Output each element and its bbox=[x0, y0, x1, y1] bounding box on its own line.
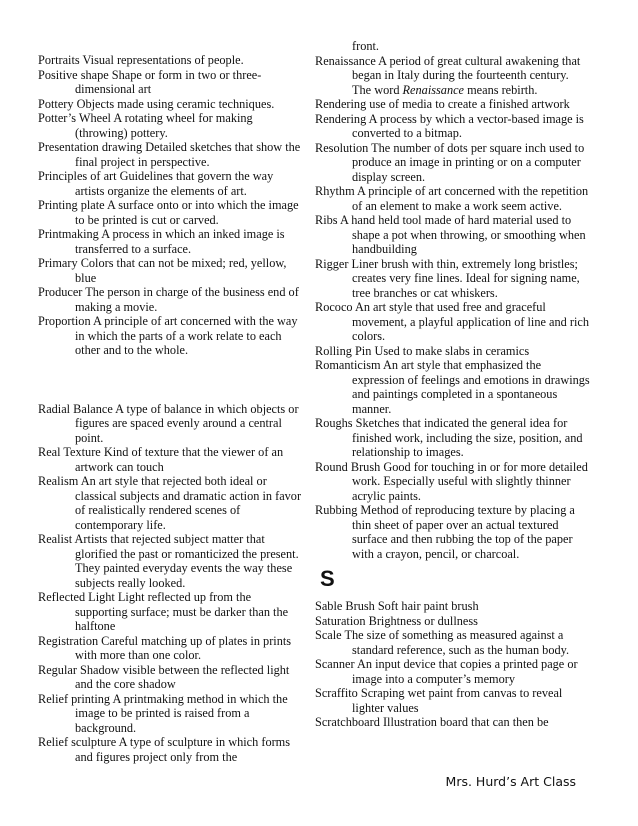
glossary-entry: Scratchboard Illustration board that can then be bbox=[315, 715, 549, 729]
glossary-entry: Reflected Light Light reflected up from the supporting surface; must be darker than the halftone bbox=[38, 590, 289, 633]
glossary-entry: Positive shape Shape or form in two or three-dimensional art bbox=[38, 67, 262, 96]
renaissance-text: Renaissance A period of great cultural awakening that began in Italy during the fourteenth century. The word bbox=[315, 53, 581, 97]
left-column bbox=[38, 53, 303, 764]
glossary-entry: Rococo An art style that used free and graceful movement, a playful application of line and rich colors. bbox=[315, 300, 589, 343]
glossary-entry: Relief printing A printmaking method in which the image to be printed is raised from a background. bbox=[38, 691, 288, 735]
glossary-entry: Proportion A principle of art concerned with the way in which the parts of a work relate to each other and to the whole. bbox=[38, 314, 298, 357]
glossary-entry: Rolling Pin Used to make slabs in ceramics bbox=[315, 343, 530, 358]
glossary-entry: Presentation drawing Detailed sketches that show the final project in perspective. bbox=[38, 140, 301, 169]
glossary-entry: Relief sculpture A type of sculpture in which forms and figures project only from the bbox=[38, 735, 291, 764]
glossary-entry: Romanticism An art style that emphasized the expression of feelings and emotions in drawings and paintings completed in a spontaneous manner. bbox=[315, 358, 590, 416]
glossary-entry: Producer The person in charge of the business end of making a movie. bbox=[38, 285, 299, 314]
footer-class-name: Mrs. Hurd’s Art Class bbox=[445, 773, 576, 789]
glossary-entry: Rendering use of media to create a finished artwork bbox=[315, 97, 570, 111]
glossary-entry: Primary Colors that can not be mixed; red, yellow, blue bbox=[38, 256, 287, 285]
glossary-entry: Realist Artists that rejected subject matter that glorified the past or romanticized the present. They painted everyday events the way these subjects really looked. bbox=[38, 532, 299, 590]
glossary-entry: Real Texture Kind of texture that the viewer of an artwork can touch bbox=[38, 445, 284, 474]
glossary-entry: Pottery Objects made using ceramic techniques. bbox=[38, 96, 275, 111]
glossary-entry: Rhythm A principle of art concerned with the repetition of an element to make a work seem active. bbox=[315, 184, 589, 213]
glossary-entry: Regular Shadow visible between the reflected light and the core shadow bbox=[38, 662, 290, 691]
glossary-entry: Resolution The number of dots per square inch used to produce an image in printing or on a computer display screen. bbox=[315, 140, 585, 184]
glossary-entry: Rigger Liner brush with thin, extremely long bristles; creates very fine lines. Ideal for signing name, tree branches or cat whiskers. bbox=[315, 256, 580, 300]
glossary-entry: Scanner An input device that copies a printed page or image into a computer’s memory bbox=[315, 657, 578, 686]
renaissance-text-end: means rebirth. bbox=[464, 82, 538, 97]
glossary-entry: Sable Brush Soft hair paint brush bbox=[315, 599, 479, 613]
glossary-entry-renaissance bbox=[315, 54, 590, 98]
glossary-entry: Potter’s Wheel A rotating wheel for making (throwing) pottery. bbox=[38, 111, 253, 140]
glossary-entry: Realism An art style that rejected both ideal or classical subjects and dramatic action in favor of realistically rendered scenes of contemporary life. bbox=[38, 474, 302, 532]
section-gap bbox=[38, 358, 303, 402]
glossary-entry: Round Brush Good for touching in or for more detailed work. Especially useful with slightly thinner acrylic paints. bbox=[315, 459, 588, 503]
glossary-entry: Rendering A process by which a vector-based image is converted to a bitmap. bbox=[315, 111, 584, 140]
right-column bbox=[315, 39, 590, 730]
glossary-entry: Rubbing Method of reproducing texture by placing a thin sheet of paper over an actual textured surface and then rubbing the top of the paper with a crayon, pencil, or charcoal. bbox=[315, 503, 575, 561]
glossary-entry: Saturation Brightness or dullness bbox=[315, 613, 478, 628]
glossary-entry: Radial Balance A type of balance in which objects or figures are spaced evenly around a central point. bbox=[38, 401, 299, 445]
glossary-entry: Printing plate A surface onto or into which the image to be printed is cut or carved. bbox=[38, 198, 299, 227]
glossary-entry: Ribs A hand held tool made of hard material used to shape a pot when throwing, or smoothing when handbuilding bbox=[315, 213, 586, 256]
renaissance-italic: Renaissance bbox=[402, 82, 465, 97]
glossary-entry: Principles of art Guidelines that govern the way artists organize the elements of art. bbox=[38, 169, 274, 198]
glossary-continuation: front. bbox=[352, 39, 379, 53]
glossary-entry: Roughs Sketches that indicated the general idea for finished work, including the size, position, and relationship to images. bbox=[315, 416, 583, 459]
section-letter-heading: S bbox=[320, 566, 335, 591]
glossary-entry: Scale The size of something as measured against a standard reference, such as the human body. bbox=[315, 628, 570, 657]
glossary-entry: Scraffito Scraping wet paint from canvas to reveal lighter values bbox=[315, 686, 563, 715]
glossary-entry: Registration Careful matching up of plates in prints with more than one color. bbox=[38, 633, 292, 662]
glossary-entry: Portraits Visual representations of people. bbox=[38, 53, 244, 67]
glossary-entry: Printmaking A process in which an inked image is transferred to a surface. bbox=[38, 227, 285, 256]
